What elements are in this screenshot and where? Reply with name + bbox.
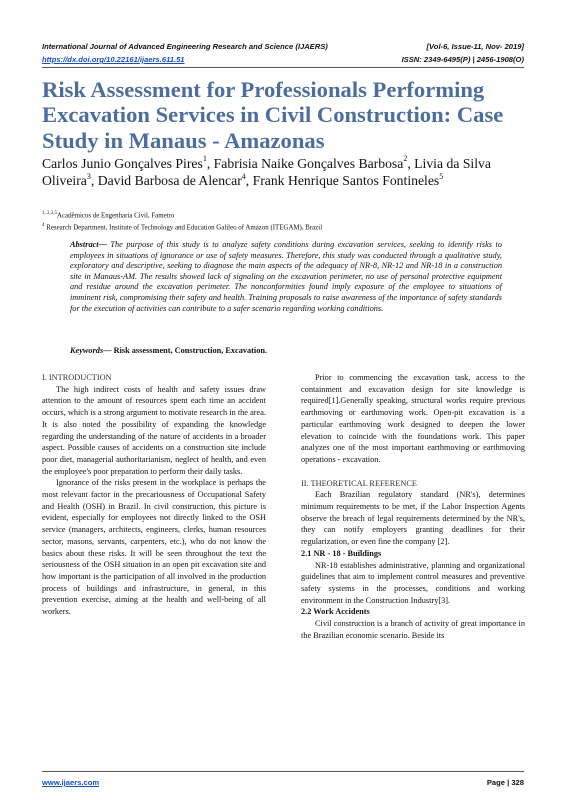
author-name: Fabrisia Naike Gonçalves Barbosa — [213, 156, 404, 171]
left-column — [42, 372, 266, 618]
affiliation-text: Research Department, Institute of Technology and Education Galileo of Amazon (ITEGAM), Brazil — [46, 224, 323, 232]
paper-title: Risk Assessment for Professionals Performing Excavation Services in Civil Construction: Case Study in Manaus - Amazonas — [42, 77, 504, 153]
journal-name: International Journal of Advanced Engineering Research and Science (IJAERS) — [42, 42, 328, 51]
abstract-label: Abstract— — [70, 240, 107, 249]
affiliation — [42, 210, 532, 220]
section-heading-theoretical-reference: II. THEORETICAL REFERENCE — [301, 478, 417, 488]
subsection-heading: 2.1 NR - 18 - Buildings — [301, 548, 382, 558]
abstract-text: The purpose of this study is to analyze safety conditions during excavation services, seeking to identify risks to employees in situations of ignorance or use of safety measures. Therefore, this study was conducted through a qualitative study, exploratory and descriptive, seeking to diagnose the main aspects of the adequacy of NR-8, NR-12 and NR-18 in a construction site in Manaus-AM. The results showed lack of signaling on the excavation perimeter, no use of personal protective equipment and residue around the excavation perimeter. The nonconformities found imply exposure of the employee to situations of imminent risk, compromising their safety and health. Training proposals to raise awareness of the importance of safety standards for the execution of activities can contribute to a safer scenario regarding working conditions. — [70, 240, 502, 313]
doi-link[interactable]: https://dx.doi.org/10.22161/ijaers.611.51 — [42, 55, 185, 64]
subsection-heading: 2.2 Work Accidents — [301, 607, 370, 617]
page-number: Page | 328 — [486, 778, 524, 787]
author-list: Carlos Junio Gonçalves Pires$^1$, Fabrisia Naike Gonçalves Barbosa$^2$, Livia da Silva Oliveira$^3$, David Barbosa de Alencar$^4$, Frank Henrique Santos Fontineles$^5$ — [42, 154, 491, 189]
footer-divider — [42, 771, 524, 772]
paragraph: NR-18 establishes administrative, planning and organizational guidelines that aim to implement control measures and preventive safety systems in the processes, conditions and working environment in the Construction Industry[3]. — [301, 560, 525, 605]
issn-info: ISSN: 2349-6495(P) | 2456-1908(O) — [401, 55, 524, 64]
author-sup: 1 — [202, 154, 207, 164]
running-header-2 — [42, 55, 524, 64]
section-heading-introduction: I. INTRODUCTION — [42, 373, 112, 382]
affiliation — [42, 222, 532, 232]
affiliation-sup: 1, 2,3,5 — [42, 211, 57, 216]
abstract — [70, 240, 502, 314]
footer-site-link[interactable]: www.ijaers.com — [42, 778, 100, 787]
issue-info: [Vol-6, Issue-11, Nov- 2019] — [426, 42, 524, 51]
affiliation-sup: 4 — [42, 223, 45, 228]
right-column — [301, 372, 525, 641]
author-name: Carlos Junio Gonçalves Pires — [42, 156, 203, 171]
author-name: Livia da Silva Oliveira — [42, 156, 491, 189]
paragraph: Civil construction is a branch of activity of great importance in the Brazilian economic scenario. Beside its — [301, 619, 525, 640]
running-header — [42, 42, 524, 51]
paragraph: Ignorance of the risks present in the workplace is perhaps the most relevant factor in the precariousness of Occupational Safety and Health (OSH) in Brazil. In civil construction, this picture is evident, especially for employees not directly linked to the OSH service (managers, architects, engineers, clerks, human resources sector, masons, servants, carpenters, etc.), who do not know the basics about these risks. It will be seen throughout the text the seriousness of the OSH situation in an open pit excavation site and how important is the participation of all involved in the production process of buildings and infrastructure, in general, in this prevention exercise, aiming at the health and well-being of all workers. — [42, 478, 266, 617]
keywords-text: Risk assessment, Construction, Excavation. — [111, 346, 268, 355]
author-sup: 4 — [241, 171, 246, 181]
author-name: David Barbosa de Alencar — [97, 173, 242, 189]
keywords — [70, 346, 502, 355]
author-sup: 5 — [439, 171, 444, 181]
affiliation-text: Acadêmicos de Engenharia Civil, Fametro — [57, 212, 175, 220]
paragraph: Prior to commencing the excavation task, access to the containment and excavation design for site knowledge is required[1].Generally speaking, structural works require previous earthmoving or earthmoving work. Open-pit excavation is a particular earthmoving work designed to deepen the lower elevation to coincide with the foundations work. This paper analyzes one of the most important earthmoving or earthmoving operations - excavation. — [301, 373, 525, 464]
author-sup: 2 — [403, 154, 408, 164]
paragraph: The high indirect costs of health and safety issues draw attention to the amount of resources spent each time an accident occurs, which is a strong argument to motivate research in the area. It is also noted the possibility of expanding the knowledge regarding the understanding of the nature of accidents in a broader aspect. Possible causes of accidents on a construction site include poor diet, managerial authoritarianism, neglect of health, and even the employee's poor preparation to perform their daily tasks. — [42, 384, 266, 476]
keywords-label: Keywords— — [70, 346, 112, 355]
author-sup: 3 — [86, 171, 91, 181]
header-divider — [42, 67, 524, 68]
author-name: Frank Henrique Santos Fontineles — [252, 173, 440, 189]
paragraph: Each Brazilian regulatory standard (NR's), determines minimum requirements to be met, if the Labor Inspection Agents observe the breach of legal requirements determined by the NR's, they can notify employers granting deadlines for their regularization, or even fine the company [2]. — [301, 490, 525, 547]
